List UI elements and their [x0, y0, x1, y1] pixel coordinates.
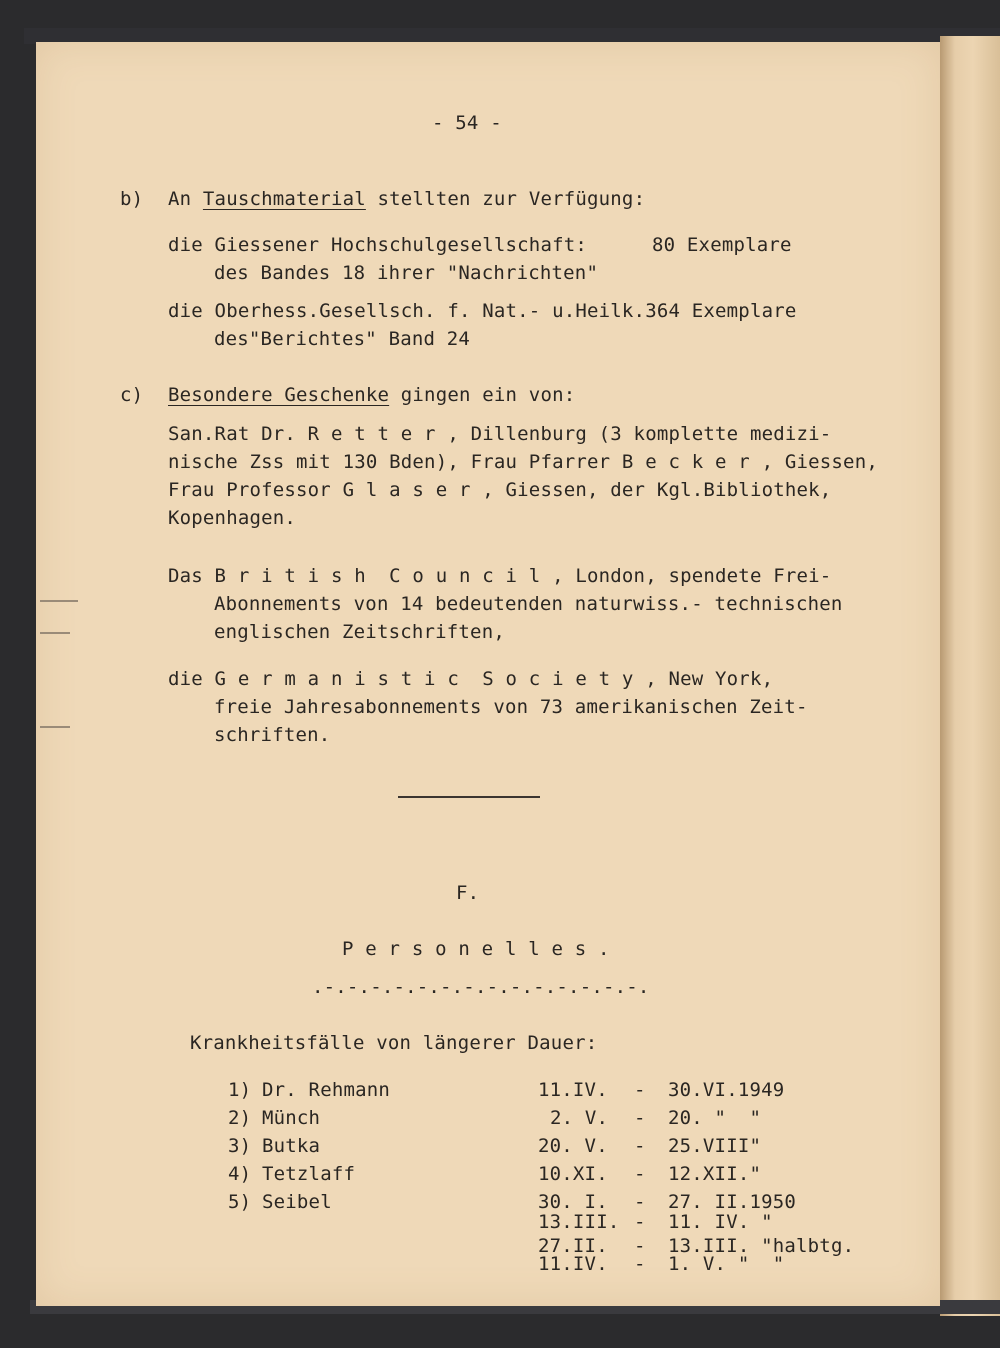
- case-to: 1. V. " ": [668, 1253, 785, 1275]
- sick-leave-heading: Krankheitsfälle von längerer Dauer:: [190, 1032, 598, 1054]
- case-to: 27. II.1950: [668, 1191, 797, 1213]
- section-b-marker: b): [120, 188, 144, 210]
- case-number: 2): [228, 1107, 252, 1129]
- margin-mark: [40, 632, 70, 634]
- case-name: Butka: [262, 1135, 321, 1157]
- gifts-para-1-line-1: San.Rat Dr. R e t t e r , Dillenburg (3 komplette medizi-: [168, 423, 832, 445]
- gifts-para-2-line-2: Abonnements von 14 bedeutenden naturwiss.- technischen: [214, 593, 843, 615]
- case-to: 25.VIII": [668, 1135, 762, 1157]
- gifts-para-1-line-3: Frau Professor G l a s e r , Giessen, der Kgl.Bibliothek,: [168, 479, 832, 501]
- section-f-decor: .-.-.-.-.-.-.-.-.-.-.-.-.-.-.: [312, 976, 650, 998]
- case-dash: -: [634, 1107, 646, 1129]
- page-number: - 54 -: [432, 112, 502, 134]
- gifts-para-2-line-3: englischen Zeitschriften,: [214, 621, 505, 643]
- case-dash: -: [634, 1163, 646, 1185]
- case-dash: -: [634, 1253, 646, 1275]
- case-dash: -: [634, 1235, 646, 1257]
- gifts-para-3-line-3: schriften.: [214, 724, 331, 746]
- section-f-letter: F.: [456, 882, 480, 904]
- case-name: Tetzlaff: [262, 1163, 356, 1185]
- case-from: 30. I.: [538, 1191, 608, 1213]
- case-dash: -: [634, 1211, 646, 1233]
- case-name: Seibel: [262, 1191, 332, 1213]
- case-dash: -: [634, 1191, 646, 1213]
- section-c-marker: c): [120, 384, 144, 406]
- section-b-intro-pre: An: [168, 188, 203, 210]
- section-b-intro: [168, 190, 645, 209]
- section-c-intro-underlined: Besondere Geschenke: [168, 384, 390, 406]
- case-from: 10.XI.: [538, 1163, 608, 1185]
- case-to: 11. IV. ": [668, 1211, 773, 1233]
- case-from: 13.III.: [538, 1211, 620, 1233]
- section-f-title: P e r s o n e l l e s .: [342, 938, 610, 960]
- page-stack-edge: [940, 36, 1000, 1316]
- exchange-item-1-line-2: des Bandes 18 ihrer "Nachrichten": [214, 262, 599, 284]
- case-from: 2. V.: [550, 1107, 609, 1129]
- case-from: 11.IV.: [538, 1079, 608, 1101]
- case-number: 5): [228, 1191, 252, 1213]
- section-b-intro-underlined: Tauschmaterial: [202, 188, 366, 210]
- gifts-para-1-line-4: Kopenhagen.: [168, 507, 297, 529]
- gifts-para-2-line-1: Das B r i t i s h C o u n c i l , London, spendete Frei-: [168, 565, 832, 587]
- case-name: Münch: [262, 1107, 321, 1129]
- section-b-intro-post: stellten zur Verfügung:: [365, 188, 646, 210]
- section-c-intro-post: gingen ein von:: [389, 384, 576, 406]
- case-to: 13.III. "halbtg.: [668, 1235, 855, 1257]
- case-dash: -: [634, 1135, 646, 1157]
- case-to: 12.XII.": [668, 1163, 762, 1185]
- exchange-item-2-line-2: des"Berichtes" Band 24: [214, 328, 471, 350]
- case-to: 30.VI.1949: [668, 1079, 785, 1101]
- case-name: Dr. Rehmann: [262, 1079, 391, 1101]
- case-from: 27.II.: [538, 1235, 608, 1257]
- case-to: 20. " ": [668, 1107, 762, 1129]
- exchange-item-2-line-1: die Oberhess.Gesellsch. f. Nat.- u.Heilk.364 Exemplare: [168, 300, 797, 322]
- exchange-item-1-line-1: die Giessener Hochschulgesellschaft:: [168, 234, 588, 256]
- case-from: 20. V.: [538, 1135, 608, 1157]
- case-number: 1): [228, 1079, 252, 1101]
- exchange-item-1-count: 80 Exemplare: [652, 234, 792, 256]
- margin-mark: [40, 600, 78, 602]
- gifts-para-3-line-2: freie Jahresabonnements von 73 amerikanischen Zeit-: [214, 696, 808, 718]
- case-number: 4): [228, 1163, 252, 1185]
- section-divider: [398, 796, 540, 798]
- section-c-intro: [168, 386, 575, 405]
- case-number: 3): [228, 1135, 252, 1157]
- gifts-para-1-line-2: nische Zss mit 130 Bden), Frau Pfarrer B e c k e r , Giessen,: [168, 451, 878, 473]
- case-dash: -: [634, 1079, 646, 1101]
- case-from: 11.IV.: [538, 1253, 608, 1275]
- gifts-para-3-line-1: die G e r m a n i s t i c S o c i e t y , New York,: [168, 668, 774, 690]
- margin-mark: [40, 726, 70, 728]
